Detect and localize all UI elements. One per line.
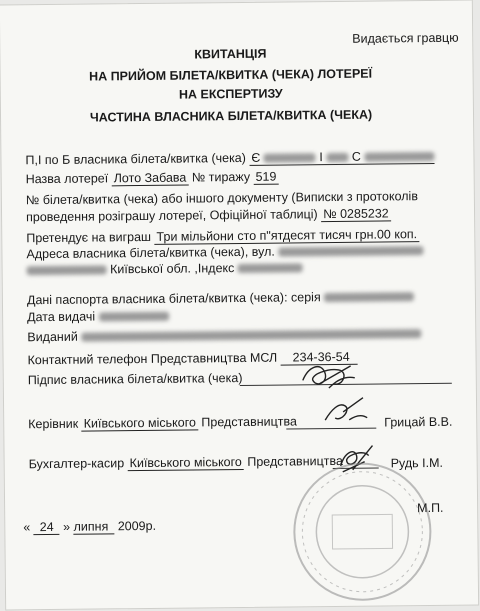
address-row — [26, 243, 423, 262]
date-day: 24 — [34, 520, 60, 535]
date-row — [23, 519, 156, 535]
passport-date-label: Дата видачі — [27, 309, 96, 325]
head-row — [28, 414, 297, 432]
phone-label: Контактний телефон Представництва МСЛ — [27, 350, 278, 368]
title-line-1: КВИТАНЦІЯ — [194, 46, 267, 62]
address-row-2 — [27, 260, 303, 278]
stamp-mark: М.П. — [417, 500, 444, 516]
date-month: липня — [74, 519, 115, 534]
lottery-name-value: Лото Забава — [112, 171, 189, 187]
passport-issued-row — [27, 326, 421, 345]
redacted-block — [324, 292, 414, 302]
owner-initial-1: Є — [251, 150, 261, 165]
title-line-4: ЧАСТИНА ВЛАСНИКА БІЛЕТА/КВИТКА (ЧЕКА) — [89, 107, 373, 125]
owner-signature-label: Підпис власника білета/квитка (чека) — [27, 370, 243, 388]
redacted-block — [238, 264, 303, 274]
owner-initial-2: І — [319, 150, 323, 165]
accountant-label-pre: Бухгалтер-касир — [28, 456, 125, 472]
passport-date-row — [27, 309, 169, 325]
redacted-block — [264, 153, 316, 163]
date-close-quote: » — [63, 519, 71, 534]
title-line-3: НА ЕКСПЕРТИЗУ — [178, 86, 283, 102]
date-year: 2009р. — [117, 518, 157, 534]
prize-value: Три мільйони сто п"ятдесят тисяч грн.00 коп. — [154, 227, 419, 245]
accountant-label-place: Київського міського — [128, 455, 244, 471]
ticket-line-2-row — [26, 206, 391, 225]
redacted-block — [278, 246, 423, 257]
redacted-block — [99, 312, 169, 322]
address-region: Київської обл. ,Індекс — [110, 261, 235, 277]
passport-label: Дані паспорта власника білета/квитка (чека): серія — [26, 290, 321, 308]
draw-value: 519 — [253, 170, 278, 185]
draw-label: № тиражу — [191, 169, 251, 185]
title-line-2: НА ПРИЙОМ БІЛЕТА/КВИТКА (ЧЕКА) ЛОТЕРЕЇ — [89, 66, 373, 84]
redacted-block — [364, 152, 434, 162]
head-signature — [319, 392, 371, 429]
owner-name-value — [249, 149, 434, 166]
head-label-post: Представництва — [201, 414, 297, 430]
official-stamp — [287, 456, 439, 608]
lottery-name-label: Назва лотереї — [25, 171, 109, 187]
prize-label: Претендує на виграш — [26, 229, 152, 246]
ticket-number: № 0285232 — [321, 206, 391, 222]
date-open-quote: « — [23, 520, 31, 535]
owner-signature — [299, 358, 359, 395]
redacted-block — [27, 266, 107, 276]
passport-issued-label: Виданий — [27, 329, 78, 345]
accountant-label-post: Представництва — [247, 453, 343, 469]
address-label: Адреса власника білета/квитка (чека), вул. — [26, 244, 275, 262]
accountant-name: Рудь І.М. — [390, 455, 444, 471]
owner-initial-3: С — [351, 149, 361, 164]
owner-row — [25, 149, 434, 168]
passport-row — [27, 289, 414, 308]
redacted-block — [326, 153, 348, 162]
redacted-block — [81, 329, 421, 342]
lottery-row — [26, 170, 279, 188]
owner-label: П,І по Б власника білета/квитка (чека) — [25, 150, 246, 168]
ticket-line-1: № білета/квитка (чека) або іншого документу (Виписки з протоколів — [25, 189, 419, 208]
head-label-pre: Керівник — [28, 416, 79, 432]
header-note: Видається гравцю — [352, 30, 459, 46]
ticket-line-2: проведення розіграшу лотереї, Офіційної таблиці) — [25, 207, 318, 225]
head-label-place: Київського міського — [82, 415, 198, 431]
phone-value: 234-36-54 — [281, 350, 358, 366]
head-name: Грицай В.В. — [384, 414, 453, 430]
